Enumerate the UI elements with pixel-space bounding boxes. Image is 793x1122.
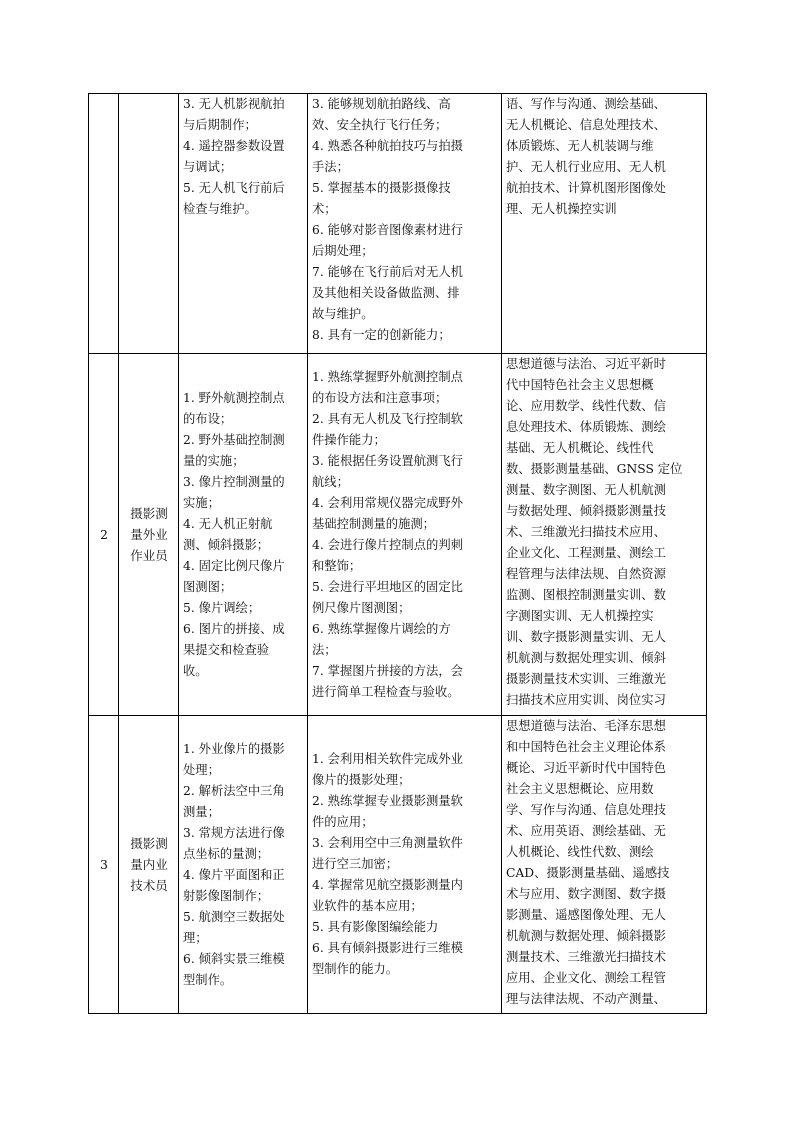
course-line: 基础、无人机概论、线性代: [506, 441, 654, 455]
course-line: 息处理技术、体质锻炼、测绘: [506, 420, 666, 434]
course-line: 程管理与法律法规、自然资源: [506, 567, 666, 581]
course-line: 体质锻炼、无人机装调与维: [506, 139, 654, 153]
task-line: 1. 外业像片的摄影: [183, 741, 285, 756]
course-line: 航拍技术、计算机图形图像处: [506, 181, 666, 195]
task-line: 点坐标的量测；: [183, 846, 270, 861]
ability-line: 3. 能够规划航拍路线、高: [312, 97, 451, 111]
ability-cell: [308, 716, 502, 1014]
ability-line: 7. 能够在飞行前后对无人机: [312, 265, 463, 279]
ability-line: 基础控制测量的施测；: [312, 516, 435, 531]
task-line: 理；: [183, 930, 208, 945]
ability-line: 航线；: [312, 474, 349, 489]
task-cell: [179, 354, 308, 716]
ability-line: 法；: [312, 642, 337, 657]
course-line: 社会主义思想概论、应用数: [506, 782, 654, 796]
ability-line: 6. 熟练掌握像片调绘的方: [312, 621, 451, 636]
post-cell: [119, 354, 179, 716]
table-row: [89, 716, 707, 1014]
task-line: 射影像图制作；: [183, 888, 270, 903]
course-line: 理与法律法规、不动产测量、: [506, 992, 666, 1006]
table-row: [89, 94, 707, 354]
task-line: 2. 野外基础控制测: [183, 432, 285, 447]
course-line: 机航测与数据处理实训、倾斜: [506, 651, 666, 665]
task-line: 3. 常规方法进行像: [183, 825, 285, 840]
ability-line: 4. 熟悉各种航拍技巧与拍摄: [312, 139, 463, 153]
course-line: 无人机概论、信息处理技术、: [506, 118, 666, 132]
ability-line: 5. 掌握基本的摄影摄像技: [312, 181, 451, 195]
task-line: 3. 无人机影视航拍: [183, 97, 285, 111]
ability-line: 8. 具有一定的创新能力；: [312, 328, 451, 342]
course-line: 企业文化、工程测量、测绘工: [506, 546, 666, 560]
table-row: [89, 354, 707, 716]
task-line: 3. 像片控制测量的: [183, 474, 285, 489]
task-line: 2. 解析法空中三角: [183, 783, 285, 798]
course-line: 测量、数字测图、无人机航测: [506, 483, 666, 497]
row-number-cell: [89, 94, 119, 354]
ability-line: 业软件的基本应用；: [312, 899, 423, 913]
task-line: 与调试；: [183, 160, 233, 174]
task-line: 4. 像片平面图和正: [183, 867, 285, 882]
ability-line: 1. 熟练掌握野外航测控制点: [312, 369, 463, 384]
task-line: 测量；: [183, 804, 220, 819]
ability-line: 4. 会进行像片控制点的判刺: [312, 537, 463, 552]
course-line: 护、无人机行业应用、无人机: [506, 160, 666, 174]
ability-line: 6. 具有倾斜摄影进行三维模: [312, 941, 463, 955]
task-line: 5. 航测空三数据处: [183, 909, 285, 924]
task-line: 的布设；: [183, 411, 233, 426]
course-line: 理、无人机操控实训: [506, 202, 617, 216]
course-line: 监测、图根控制测量实训、数: [506, 588, 666, 602]
task-line: 测、倾斜摄影；: [183, 537, 270, 552]
task-line: 4. 无人机正射航: [183, 516, 273, 531]
ability-line: 2. 具有无人机及飞行控制软: [312, 411, 463, 426]
ability-line: 进行简单工程检查与验收。: [312, 684, 460, 699]
course-line: 扫描技术应用实训、岗位实习: [506, 693, 666, 707]
course-line: 语、写作与沟通、测绘基础、: [506, 97, 666, 111]
course-line: 和中国特色社会主义理论体系: [506, 740, 666, 754]
course-line: 与数据处理、倾斜摄影测量技: [506, 504, 666, 518]
ability-line: 件操作能力；: [312, 432, 386, 447]
post-name-line: 作业员: [130, 548, 168, 563]
ability-line: 后期处理；: [312, 244, 374, 258]
row-number-cell: [89, 354, 119, 716]
ability-line: 手法；: [312, 160, 349, 174]
post-cell: [119, 94, 179, 354]
ability-line: 6. 能够对影音图像素材进行: [312, 223, 463, 237]
task-line: 图测图；: [183, 579, 233, 594]
row-number: 2: [100, 527, 108, 542]
course-cell: [502, 354, 707, 716]
task-line: 与后期制作；: [183, 118, 257, 132]
ability-line: 术；: [312, 202, 337, 216]
post-name-line: 量内业: [130, 857, 168, 872]
task-line: 4. 遥控器参数设置: [183, 139, 285, 153]
curriculum-table: [88, 93, 707, 1014]
course-line: 代中国特色社会主义思想概: [506, 378, 654, 392]
ability-line: 3. 会利用空中三角测量软件: [312, 836, 463, 850]
course-line: 论、应用数学、线性代数、信: [506, 399, 666, 413]
course-line: 概论、习近平新时代中国特色: [506, 761, 666, 775]
task-line: 4. 固定比例尺像片: [183, 558, 285, 573]
ability-line: 进行空三加密；: [312, 857, 399, 871]
ability-line: 件的应用；: [312, 815, 374, 829]
ability-line: 效、安全执行飞行任务；: [312, 118, 448, 132]
ability-line: 5. 具有影像图编绘能力: [312, 920, 439, 934]
ability-line: 和整饰；: [312, 558, 362, 573]
ability-line: 7. 掌握图片拼接的方法，会: [312, 663, 463, 678]
course-cell: [502, 94, 707, 354]
task-line: 处理；: [183, 762, 220, 777]
ability-line: 1. 会利用相关软件完成外业: [312, 752, 463, 766]
row-number-cell: [89, 716, 119, 1014]
ability-cell: [308, 354, 502, 716]
task-line: 型制作。: [183, 972, 233, 987]
ability-line: 2. 熟练掌握专业摄影测量软: [312, 794, 463, 808]
course-cell: [502, 716, 707, 1014]
ability-line: 像片的摄影处理；: [312, 773, 411, 787]
course-line: 术与应用、数字测图、数字摄: [506, 887, 666, 901]
course-line: 机航测与数据处理、倾斜摄影: [506, 929, 666, 943]
task-line: 果提交和检查验: [183, 642, 270, 657]
task-cell: [179, 716, 308, 1014]
course-line: 思想道德与法治、习近平新时: [506, 357, 666, 371]
post-cell: [119, 716, 179, 1014]
course-line: 训、数字摄影测量实训、无人: [506, 630, 666, 644]
ability-line: 型制作的能力。: [312, 962, 399, 976]
ability-line: 4. 会利用常规仪器完成野外: [312, 495, 463, 510]
course-line: 字测图实训、无人机操控实: [506, 609, 654, 623]
course-line: 学、写作与沟通、信息处理技: [506, 803, 666, 817]
task-line: 1. 野外航测控制点: [183, 390, 285, 405]
course-line: 影测量、遥感图像处理、无人: [506, 908, 666, 922]
course-line: 术、三维激光扫描技术应用、: [506, 525, 666, 539]
post-name-line: 摄影测: [130, 506, 168, 521]
ability-line: 4. 掌握常见航空摄影测量内: [312, 878, 463, 892]
course-line: 数、摄影测量基础、GNSS 定位: [506, 462, 683, 476]
course-line: CAD、摄影测量基础、遥感技: [506, 866, 670, 880]
course-line: 应用、企业文化、测绘工程管: [506, 971, 666, 985]
task-line: 5. 无人机飞行前后: [183, 181, 285, 195]
ability-line: 及其他相关设备做监测、排: [312, 286, 460, 300]
task-line: 5. 像片调绘；: [183, 600, 261, 615]
task-cell: [179, 94, 308, 354]
post-name-line: 技术员: [130, 878, 168, 893]
ability-line: 5. 会进行平坦地区的固定比: [312, 579, 463, 594]
row-number: 3: [100, 857, 108, 872]
course-line: 思想道德与法治、毛泽东思想: [506, 719, 666, 733]
post-name-line: 摄影测: [130, 836, 168, 851]
ability-line: 故与维护。: [312, 307, 374, 321]
task-line: 6. 图片的拼接、成: [183, 621, 285, 636]
ability-cell: [308, 94, 502, 354]
course-line: 人机概论、线性代数、测绘: [506, 845, 654, 859]
task-line: 6. 倾斜实景三维模: [183, 951, 285, 966]
task-line: 检查与维护。: [183, 202, 257, 216]
course-line: 摄影测量技术实训、三维激光: [506, 672, 666, 686]
ability-line: 例尺像片图测图；: [312, 600, 411, 615]
post-name-line: 量外业: [130, 527, 168, 542]
task-line: 收。: [183, 663, 208, 678]
course-line: 测量技术、三维激光扫描技术: [506, 950, 666, 964]
course-line: 术、应用英语、测绘基础、无: [506, 824, 666, 838]
task-line: 实施；: [183, 495, 220, 510]
task-line: 量的实施；: [183, 453, 245, 468]
ability-line: 的布设方法和注意事项；: [312, 390, 448, 405]
ability-line: 3. 能根据任务设置航测飞行: [312, 453, 463, 468]
